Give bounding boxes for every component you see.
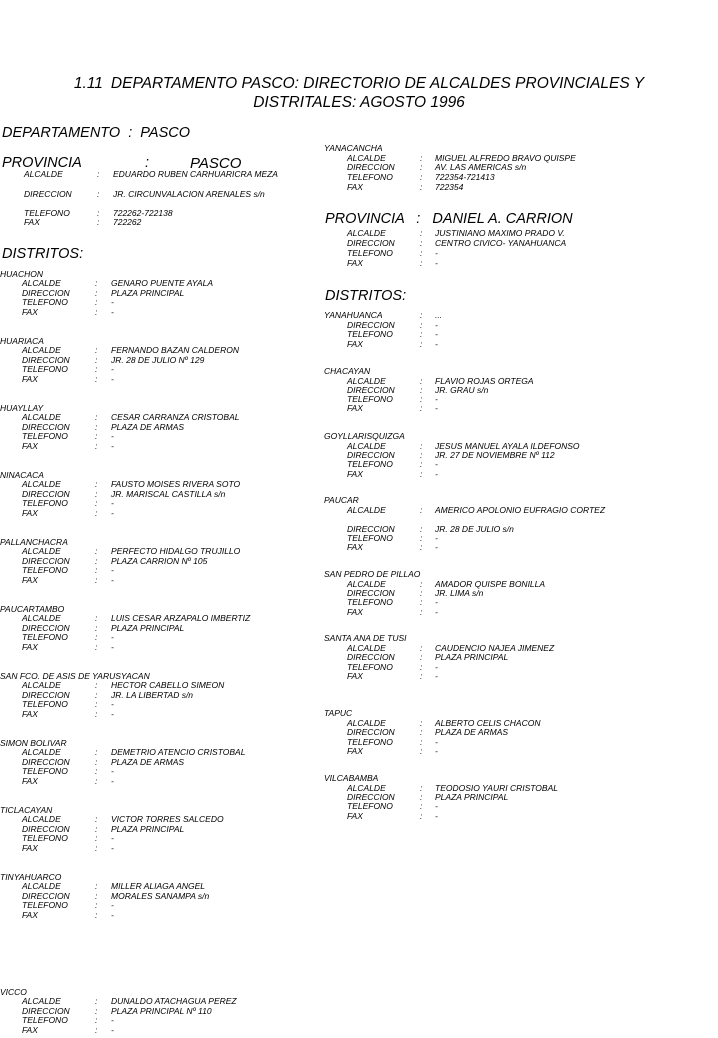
alcalde-label: ALCALDE: [22, 278, 61, 288]
telefono-value: -: [435, 329, 438, 339]
telefono-value: -: [111, 900, 114, 910]
district-name: YANAHUANCA: [324, 310, 383, 320]
fax-value: -: [111, 508, 114, 518]
separator: :: [95, 546, 98, 556]
telefono-value: -: [435, 459, 438, 469]
district-name: YANACANCHA: [324, 143, 383, 153]
fax-value: -: [435, 607, 438, 617]
telefono-label: TELEFONO: [22, 498, 68, 508]
separator: :: [95, 278, 98, 288]
telefono-label: TELEFONO: [347, 394, 393, 404]
direccion-value: PLAZA DE ARMAS: [111, 757, 185, 767]
direccion-label: DIRECCION: [22, 1006, 70, 1016]
separator: :: [95, 1015, 98, 1025]
separator: :: [95, 508, 98, 518]
separator: :: [95, 345, 98, 355]
fax-label: FAX: [22, 307, 38, 317]
alcalde-label: ALCALDE: [24, 169, 63, 179]
separator: :: [95, 891, 98, 901]
separator: :: [95, 642, 98, 652]
separator: :: [420, 792, 423, 802]
alcalde-value: FAUSTO MOISES RIVERA SOTO: [111, 479, 241, 489]
separator: :: [95, 747, 98, 757]
district-name: PAUCARTAMBO: [0, 604, 65, 614]
separator: :: [420, 258, 423, 268]
alcalde-value: AMADOR QUISPE BONILLA: [435, 579, 546, 589]
separator: :: [420, 524, 423, 534]
telefono-label: TELEFONO: [347, 737, 393, 747]
alcalde-value: FERNANDO BAZAN CALDERON: [111, 345, 239, 355]
telefono-value: -: [111, 297, 114, 307]
fax-value: -: [435, 542, 438, 552]
separator: :: [420, 607, 423, 617]
separator: :: [95, 412, 98, 422]
telefono-value: -: [111, 1015, 114, 1025]
separator: :: [95, 479, 98, 489]
separator: :: [420, 450, 423, 460]
separator: :: [95, 297, 98, 307]
fax-value: -: [111, 776, 114, 786]
fax-label: FAX: [24, 217, 40, 227]
separator: :: [95, 824, 98, 834]
district-name: PALLANCHACRA: [0, 537, 68, 547]
fax-label: FAX: [22, 374, 38, 384]
direccion-value: AV. LAS AMERICAS s/n: [435, 162, 527, 172]
separator: :: [97, 169, 100, 179]
separator: :: [420, 162, 423, 172]
separator: :: [420, 542, 423, 552]
direccion-label: DIRECCION: [22, 891, 70, 901]
direccion-label: DIRECCION: [347, 385, 395, 395]
fax-label: FAX: [22, 776, 38, 786]
fax-value: -: [435, 403, 438, 413]
fax-value: -: [111, 709, 114, 719]
alcalde-label: ALCALDE: [347, 153, 386, 163]
telefono-value: -: [111, 833, 114, 843]
alcalde-value: JESUS MANUEL AYALA ILDEFONSO: [435, 441, 580, 451]
alcalde-label: ALCALDE: [22, 814, 61, 824]
separator: :: [95, 690, 98, 700]
direccion-label: DIRECCION: [22, 489, 70, 499]
separator: :: [420, 588, 423, 598]
telefono-value: -: [111, 632, 114, 642]
telefono-value: -: [111, 431, 114, 441]
alcalde-value: AMERICO APOLONIO EUFRAGIO CORTEZ: [435, 505, 606, 515]
separator: :: [95, 374, 98, 384]
direccion-label: DIRECCION: [22, 690, 70, 700]
fax-label: FAX: [22, 709, 38, 719]
table-number: 1.11: [73, 75, 103, 92]
direccion-label: DIRECCION: [22, 623, 70, 633]
direccion-value: JR. CIRCUNVALACION ARENALES s/n: [113, 189, 265, 199]
separator: :: [420, 403, 423, 413]
telefono-label: TELEFONO: [24, 208, 70, 218]
telefono-label: TELEFONO: [347, 597, 393, 607]
district-name: SIMON BOLIVAR: [0, 738, 67, 748]
district-name: CHACAYAN: [324, 366, 371, 376]
direccion-label: DIRECCION: [347, 320, 395, 330]
direccion-label: DIRECCION: [22, 757, 70, 767]
alcalde-value: LUIS CESAR ARZAPALO IMBERTIZ: [111, 613, 251, 623]
telefono-label: TELEFONO: [22, 1015, 68, 1025]
telefono-value: -: [435, 737, 438, 747]
separator: :: [420, 376, 423, 386]
separator: :: [95, 364, 98, 374]
separator: :: [95, 766, 98, 776]
telefono-label: TELEFONO: [22, 297, 68, 307]
separator: :: [420, 172, 423, 182]
separator: :: [95, 881, 98, 891]
separator: :: [420, 801, 423, 811]
separator: :: [420, 783, 423, 793]
fax-label: FAX: [347, 339, 363, 349]
alcalde-value: DUNALDO ATACHAGUA PEREZ: [111, 996, 237, 1006]
direccion-value: JR. LIMA s/n: [435, 588, 484, 598]
telefono-label: TELEFONO: [347, 329, 393, 339]
districts-heading-right: DISTRITOS:: [325, 288, 407, 304]
separator: :: [420, 811, 423, 821]
district-name: TICLACAYAN: [0, 805, 53, 815]
fax-value: 722354: [435, 182, 464, 192]
separator: :: [420, 182, 423, 192]
fax-label: FAX: [347, 258, 363, 268]
district-name: SAN FCO. DE ASIS DE YARUSYACAN: [0, 671, 150, 681]
telefono-value: -: [111, 364, 114, 374]
alcalde-value: GENARO PUENTE AYALA: [111, 278, 214, 288]
alcalde-label: ALCALDE: [347, 579, 386, 589]
separator: :: [95, 699, 98, 709]
alcalde-value: PERFECTO HIDALGO TRUJILLO: [111, 546, 241, 556]
district-name: GOYLLARISQUIZGA: [324, 431, 405, 441]
telefono-label: TELEFONO: [22, 364, 68, 374]
telefono-label: TELEFONO: [22, 632, 68, 642]
alcalde-label: ALCALDE: [347, 228, 386, 238]
fax-value: -: [435, 811, 438, 821]
telefono-label: TELEFONO: [22, 431, 68, 441]
direccion-value: PLAZA PRINCIPAL: [435, 792, 509, 802]
fax-value: -: [111, 1025, 114, 1035]
separator: :: [420, 459, 423, 469]
direccion-value: -: [435, 320, 438, 330]
separator: :: [95, 1025, 98, 1035]
alcalde-label: ALCALDE: [22, 996, 61, 1006]
separator: :: [97, 208, 100, 218]
telefono-value: -: [435, 801, 438, 811]
separator: :: [95, 709, 98, 719]
fax-value: -: [111, 441, 114, 451]
districts-heading-left: DISTRITOS:: [2, 246, 84, 262]
fax-value: -: [111, 843, 114, 853]
direccion-label: DIRECCION: [347, 238, 395, 248]
fax-value: -: [435, 469, 438, 479]
direccion-label: DIRECCION: [347, 588, 395, 598]
province-colon: :: [145, 155, 150, 171]
alcalde-value: TEODOSIO YAURI CRISTOBAL: [435, 783, 558, 793]
direccion-value: PLAZA PRINCIPAL: [111, 288, 185, 298]
alcalde-value: ...: [435, 310, 443, 320]
direccion-value: JR. 28 DE JULIO s/n: [435, 524, 514, 534]
alcalde-label: ALCALDE: [347, 718, 386, 728]
alcalde-label: ALCALDE: [347, 505, 386, 515]
separator: :: [95, 632, 98, 642]
fax-value: -: [111, 307, 114, 317]
district-name: NINACACA: [0, 470, 44, 480]
separator: :: [420, 441, 423, 451]
telefono-label: TELEFONO: [347, 533, 393, 543]
telefono-label: TELEFONO: [347, 172, 393, 182]
telefono-value: -: [111, 699, 114, 709]
fax-label: FAX: [347, 607, 363, 617]
alcalde-value: CESAR CARRANZA CRISTOBAL: [111, 412, 240, 422]
separator: :: [95, 556, 98, 566]
direccion-label: DIRECCION: [347, 792, 395, 802]
separator: :: [95, 996, 98, 1006]
alcalde-value: FLAVIO ROJAS ORTEGA: [435, 376, 534, 386]
separator: :: [420, 394, 423, 404]
title-line-2: DISTRITALES: AGOSTO 1996: [253, 94, 465, 111]
alcalde-value: HECTOR CABELLO SIMEON: [111, 680, 225, 690]
telefono-value: -: [111, 766, 114, 776]
district-name: SAN PEDRO DE PILLAO: [324, 569, 421, 579]
direccion-value: CENTRO CIVICO- YANAHUANCA: [435, 238, 567, 248]
direccion-value: JR. LA LIBERTAD s/n: [111, 690, 194, 700]
alcalde-value: JUSTINIANO MAXIMO PRADO V.: [435, 228, 565, 238]
telefono-value: -: [111, 565, 114, 575]
separator: :: [420, 469, 423, 479]
district-name: HUAYLLAY: [0, 403, 44, 413]
direccion-value: JR. MARISCAL CASTILLA s/n: [111, 489, 226, 499]
alcalde-label: ALCALDE: [22, 881, 61, 891]
telefono-label: TELEFONO: [22, 699, 68, 709]
fax-label: FAX: [347, 542, 363, 552]
separator: :: [95, 498, 98, 508]
province-heading-daniel-carrion: PROVINCIA : DANIEL A. CARRION: [325, 211, 573, 227]
separator: :: [420, 329, 423, 339]
district-name: VICCO: [0, 987, 27, 997]
fax-value: -: [435, 339, 438, 349]
separator: :: [420, 228, 423, 238]
fax-label: FAX: [347, 671, 363, 681]
direccion-label: DIRECCION: [347, 524, 395, 534]
fax-value: -: [435, 671, 438, 681]
district-name: TAPUC: [324, 708, 353, 718]
separator: :: [95, 1006, 98, 1016]
direccion-value: PLAZA PRINCIPAL Nº 110: [111, 1006, 212, 1016]
direccion-value: JR. 28 DE JULIO Nº 129: [111, 355, 205, 365]
direccion-label: DIRECCION: [22, 288, 70, 298]
telefono-value: 722262-722138: [113, 208, 173, 218]
alcalde-value: DEMETRIO ATENCIO CRISTOBAL: [111, 747, 246, 757]
fax-value: -: [435, 746, 438, 756]
direccion-label: DIRECCION: [22, 422, 70, 432]
direccion-value: JR. 27 DE NOVIEMBRE Nº 112: [435, 450, 555, 460]
alcalde-label: ALCALDE: [22, 546, 61, 556]
alcalde-value: VICTOR TORRES SALCEDO: [111, 814, 224, 824]
telefono-label: TELEFONO: [347, 801, 393, 811]
direccion-label: DIRECCION: [22, 556, 70, 566]
separator: :: [95, 565, 98, 575]
fax-label: FAX: [347, 811, 363, 821]
fax-label: FAX: [347, 469, 363, 479]
direccion-value: PLAZA CARRION Nº 105: [111, 556, 208, 566]
separator: :: [97, 217, 100, 227]
district-name: TINYAHUARCO: [0, 872, 62, 882]
telefono-label: TELEFONO: [347, 248, 393, 258]
fax-label: FAX: [22, 910, 38, 920]
separator: :: [95, 355, 98, 365]
separator: :: [420, 339, 423, 349]
direccion-value: PLAZA DE ARMAS: [435, 727, 509, 737]
direccion-value: PLAZA PRINCIPAL: [435, 652, 509, 662]
alcalde-label: ALCALDE: [347, 376, 386, 386]
separator: :: [420, 643, 423, 653]
direccion-label: DIRECCION: [24, 189, 72, 199]
fax-value: 722262: [113, 217, 142, 227]
telefono-label: TELEFONO: [347, 459, 393, 469]
district-name: SANTA ANA DE TUSI: [324, 633, 407, 643]
page-title: [0, 74, 718, 112]
title-line-1: [0, 74, 718, 93]
direccion-value: MORALES SANAMPA s/n: [111, 891, 210, 901]
telefono-value: -: [435, 662, 438, 672]
separator: :: [95, 680, 98, 690]
separator: :: [420, 652, 423, 662]
separator: :: [420, 718, 423, 728]
alcalde-value: MILLER ALIAGA ANGEL: [111, 881, 206, 891]
separator: :: [420, 579, 423, 589]
fax-value: -: [111, 910, 114, 920]
fax-label: FAX: [347, 403, 363, 413]
telefono-label: TELEFONO: [22, 766, 68, 776]
alcalde-value: CAUDENCIO NAJEA JIMENEZ: [435, 643, 555, 653]
alcalde-label: ALCALDE: [22, 345, 61, 355]
telefono-label: TELEFONO: [22, 565, 68, 575]
direccion-value: PLAZA DE ARMAS: [111, 422, 185, 432]
separator: :: [97, 189, 100, 199]
separator: :: [95, 431, 98, 441]
separator: :: [95, 814, 98, 824]
telefono-value: -: [435, 597, 438, 607]
separator: :: [420, 248, 423, 258]
separator: :: [420, 310, 423, 320]
telefono-label: TELEFONO: [22, 833, 68, 843]
fax-value: -: [435, 258, 438, 268]
fax-label: FAX: [22, 642, 38, 652]
separator: :: [420, 597, 423, 607]
fax-label: FAX: [22, 441, 38, 451]
direccion-value: PLAZA PRINCIPAL: [111, 623, 185, 633]
direccion-label: DIRECCION: [347, 652, 395, 662]
direccion-label: DIRECCION: [347, 450, 395, 460]
separator: :: [95, 288, 98, 298]
fax-label: FAX: [22, 508, 38, 518]
province-label: PROVINCIA: [2, 155, 82, 171]
telefono-value: 722354-721413: [435, 172, 495, 182]
department-heading: DEPARTAMENTO : PASCO: [2, 125, 190, 141]
separator: :: [420, 153, 423, 163]
direccion-label: DIRECCION: [347, 162, 395, 172]
separator: :: [95, 843, 98, 853]
district-name: HUARIACA: [0, 336, 44, 346]
direccion-label: DIRECCION: [347, 727, 395, 737]
direccion-label: DIRECCION: [22, 824, 70, 834]
fax-label: FAX: [347, 182, 363, 192]
fax-label: FAX: [22, 1025, 38, 1035]
alcalde-value: EDUARDO RUBEN CARHUARICRA MEZA: [113, 169, 278, 179]
fax-value: -: [111, 575, 114, 585]
district-name: HUACHON: [0, 269, 43, 279]
separator: :: [420, 533, 423, 543]
separator: :: [95, 623, 98, 633]
separator: :: [95, 307, 98, 317]
telefono-value: -: [435, 248, 438, 258]
fax-label: FAX: [22, 843, 38, 853]
direccion-label: DIRECCION: [22, 355, 70, 365]
separator: :: [420, 238, 423, 248]
telefono-value: -: [111, 498, 114, 508]
fax-value: -: [111, 642, 114, 652]
separator: :: [95, 833, 98, 843]
alcalde-label: ALCALDE: [22, 479, 61, 489]
separator: :: [95, 900, 98, 910]
telefono-value: -: [435, 533, 438, 543]
separator: :: [95, 489, 98, 499]
alcalde-label: ALCALDE: [347, 643, 386, 653]
direccion-value: PLAZA PRINCIPAL: [111, 824, 185, 834]
separator: :: [95, 613, 98, 623]
telefono-label: TELEFONO: [347, 662, 393, 672]
separator: :: [95, 757, 98, 767]
separator: :: [420, 320, 423, 330]
province-name: PASCO: [190, 155, 242, 172]
direccion-value: JR. GRAU s/n: [435, 385, 489, 395]
telefono-label: TELEFONO: [22, 900, 68, 910]
district-name: PAUCAR: [324, 495, 359, 505]
separator: :: [420, 385, 423, 395]
separator: :: [95, 441, 98, 451]
telefono-value: -: [435, 394, 438, 404]
separator: :: [420, 505, 423, 515]
fax-label: FAX: [22, 575, 38, 585]
alcalde-label: ALCALDE: [347, 783, 386, 793]
separator: :: [420, 662, 423, 672]
alcalde-label: ALCALDE: [347, 441, 386, 451]
alcalde-label: ALCALDE: [22, 613, 61, 623]
separator: :: [95, 776, 98, 786]
alcalde-value: ALBERTO CELIS CHACON: [435, 718, 541, 728]
separator: :: [420, 671, 423, 681]
separator: :: [420, 746, 423, 756]
fax-value: -: [111, 374, 114, 384]
alcalde-value: MIGUEL ALFREDO BRAVO QUISPE: [435, 153, 576, 163]
district-name: VILCABAMBA: [324, 773, 379, 783]
separator: :: [420, 737, 423, 747]
alcalde-label: ALCALDE: [22, 680, 61, 690]
separator: :: [95, 910, 98, 920]
separator: :: [420, 727, 423, 737]
alcalde-label: ALCALDE: [22, 747, 61, 757]
separator: :: [95, 575, 98, 585]
alcalde-label: ALCALDE: [22, 412, 61, 422]
separator: :: [95, 422, 98, 432]
title-text-1: DEPARTAMENTO PASCO: DIRECTORIO DE ALCALDES PROVINCIALES Y: [110, 75, 645, 92]
fax-label: FAX: [347, 746, 363, 756]
